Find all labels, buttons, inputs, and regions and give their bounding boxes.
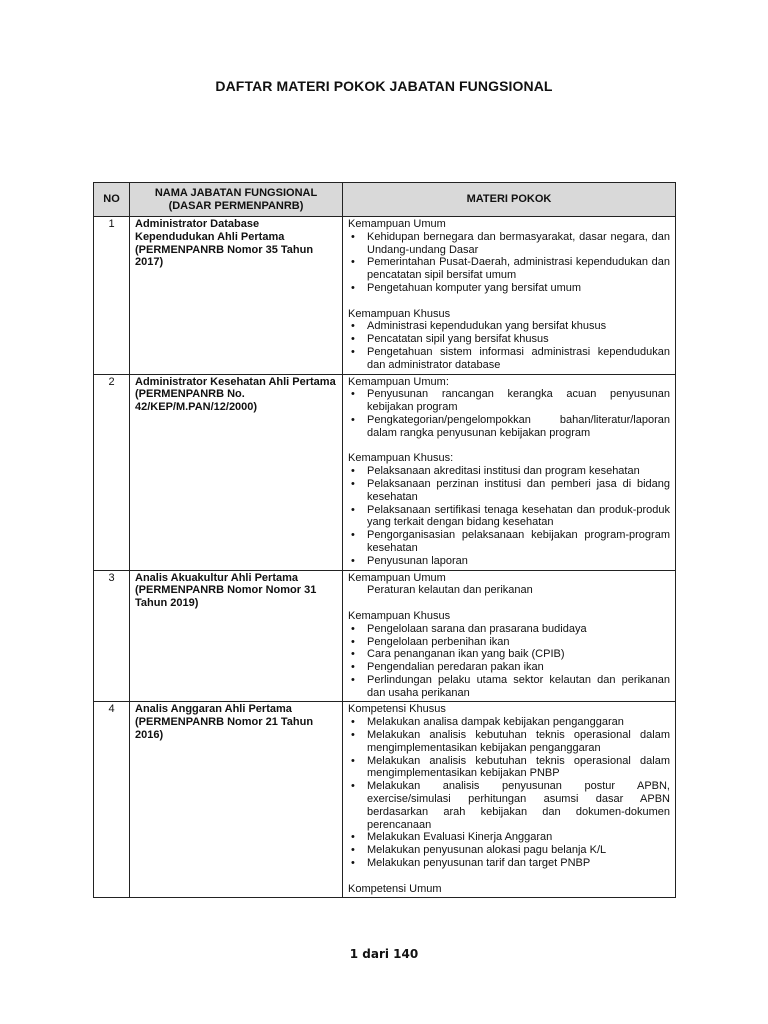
- materi-section: [348, 452, 670, 567]
- section-text: Peraturan kelautan dan perikanan: [367, 584, 533, 597]
- list-item: • Melakukan analisis kebutuhan teknis operasional dalam mengimplementasikan kebijakan PNBP: [348, 755, 670, 781]
- list-item: • Melakukan penyusunan alokasi pagu belanja K/L: [348, 844, 670, 857]
- materi-section: [348, 883, 670, 896]
- list-item: • Pelaksanaan akreditasi institusi dan program kesehatan: [348, 465, 670, 478]
- table-row: [94, 217, 676, 375]
- materi-section: [348, 703, 670, 869]
- list-item: • Pelaksanaan sertifikasi tenaga kesehatan dan produk-produk yang terkait dengan bidang kesehatan: [348, 504, 670, 530]
- list-item: • Penyusunan rancangan kerangka acuan penyusunan kebijakan program: [348, 388, 670, 414]
- bullet-list: [348, 388, 670, 439]
- list-item: • Administrasi kependudukan yang bersifat khusus: [348, 320, 670, 333]
- section-heading: Kemampuan Khusus:: [348, 452, 454, 465]
- list-item: • Kehidupan bernegara dan bermasyarakat, dasar negara, dan Undang-undang Dasar: [348, 231, 670, 257]
- materi-cell: [343, 374, 676, 570]
- table-row: [94, 570, 676, 702]
- list-item: • Cara penanganan ikan yang baik (CPIB): [348, 648, 670, 661]
- list-item: • Pencatatan sipil yang bersifat khusus: [348, 333, 670, 346]
- list-item: • Melakukan Evaluasi Kinerja Anggaran: [348, 831, 670, 844]
- list-item: • Pengelolaan sarana dan prasarana budidaya: [348, 623, 670, 636]
- materi-section: [348, 610, 670, 700]
- page-number: 1 dari 140: [349, 947, 419, 961]
- section-heading: Kompetensi Umum: [348, 882, 442, 895]
- list-item: • Pengorganisasian pelaksanaan kebijakan program-program kesehatan: [348, 529, 670, 555]
- list-item: • Perlindungan pelaku utama sektor kelautan dan perikanan dan usaha perikanan: [348, 674, 670, 700]
- bullet-list: [348, 465, 670, 567]
- bullet-list: [348, 623, 670, 700]
- materi-section: [348, 572, 670, 598]
- header-name-line2: (DASAR PERMENPANRB): [168, 199, 304, 212]
- materi-cell: [343, 702, 676, 898]
- bullet-list: [348, 716, 670, 870]
- section-heading: Kemampuan Khusus: [348, 609, 451, 622]
- page-title: DAFTAR MATERI POKOK JABATAN FUNGSIONAL: [215, 78, 553, 94]
- list-item: • Melakukan penyusunan tarif dan target PNBP: [348, 857, 670, 870]
- jabatan-name: Analis Akuakultur Ahli Pertama (PERMENPANRB Nomor Nomor 31 Tahun 2019): [130, 570, 343, 702]
- section-heading: Kemampuan Khusus: [348, 307, 451, 320]
- list-item: • Penyusunan laporan: [348, 555, 670, 568]
- header-no: NO: [94, 183, 130, 217]
- list-item: • Melakukan analisis penyusunan postur APBN, exercise/simulasi perhitungan asumsi dasar APBN berdasarkan arah kebijakan dan dokumen-dokumen perencanaan: [348, 780, 670, 831]
- table-row: [94, 702, 676, 898]
- section-heading: Kemampuan Umum: [348, 571, 446, 584]
- table-row: [94, 374, 676, 570]
- list-item: • Pelaksanaan perzinan institusi dan pemberi jasa di bidang kesehatan: [348, 478, 670, 504]
- list-item: • Pengendalian peredaran pakan ikan: [348, 661, 670, 674]
- table-header-row: [94, 183, 676, 217]
- jabatan-name: Administrator Kesehatan Ahli Pertama (PERMENPANRB No. 42/KEP/M.PAN/12/2000): [130, 374, 343, 570]
- list-item: • Melakukan analisis kebutuhan teknis operasional dalam mengimplementasikan kebijakan penganggaran: [348, 729, 670, 755]
- section-heading: Kemampuan Umum:: [348, 375, 449, 388]
- row-number: 2: [94, 374, 130, 570]
- section-heading: Kompetensi Khusus: [348, 703, 446, 716]
- list-item: • Pengetahuan sistem informasi administrasi kependudukan dan administrator database: [348, 346, 670, 372]
- header-materi: MATERI POKOK: [343, 183, 676, 217]
- list-item: • Pengetahuan komputer yang bersifat umum: [348, 282, 670, 295]
- header-name: [130, 183, 343, 217]
- header-name-line1: NAMA JABATAN FUNGSIONAL: [154, 186, 318, 199]
- materi-cell: [343, 570, 676, 702]
- materi-section: [348, 308, 670, 372]
- section-heading: Kemampuan Umum: [348, 218, 446, 230]
- bullet-list: [348, 320, 670, 371]
- list-item: • Pemerintahan Pusat-Daerah, administrasi kependudukan dan pencatatan sipil bersifat umum: [348, 256, 670, 282]
- list-item: • Pengkategorian/pengelompokkan bahan/literatur/laporan dalam rangka penyusunan kebijakan program: [348, 414, 670, 440]
- row-number: 3: [94, 570, 130, 702]
- materi-cell: [343, 217, 676, 375]
- list-item: • Melakukan analisa dampak kebijakan penganggaran: [348, 716, 670, 729]
- jabatan-name: Analis Anggaran Ahli Pertama (PERMENPANRB Nomor 21 Tahun 2016): [130, 702, 343, 898]
- materi-table: [93, 182, 676, 898]
- row-number: 1: [94, 217, 130, 375]
- materi-section: [348, 376, 670, 440]
- materi-section: [348, 218, 670, 295]
- bullet-list: [348, 231, 670, 295]
- list-item: • Pengelolaan perbenihan ikan: [348, 636, 670, 649]
- jabatan-name: Administrator Database Kependudukan Ahli Pertama (PERMENPANRB Nomor 35 Tahun 2017): [130, 217, 343, 375]
- row-number: 4: [94, 702, 130, 898]
